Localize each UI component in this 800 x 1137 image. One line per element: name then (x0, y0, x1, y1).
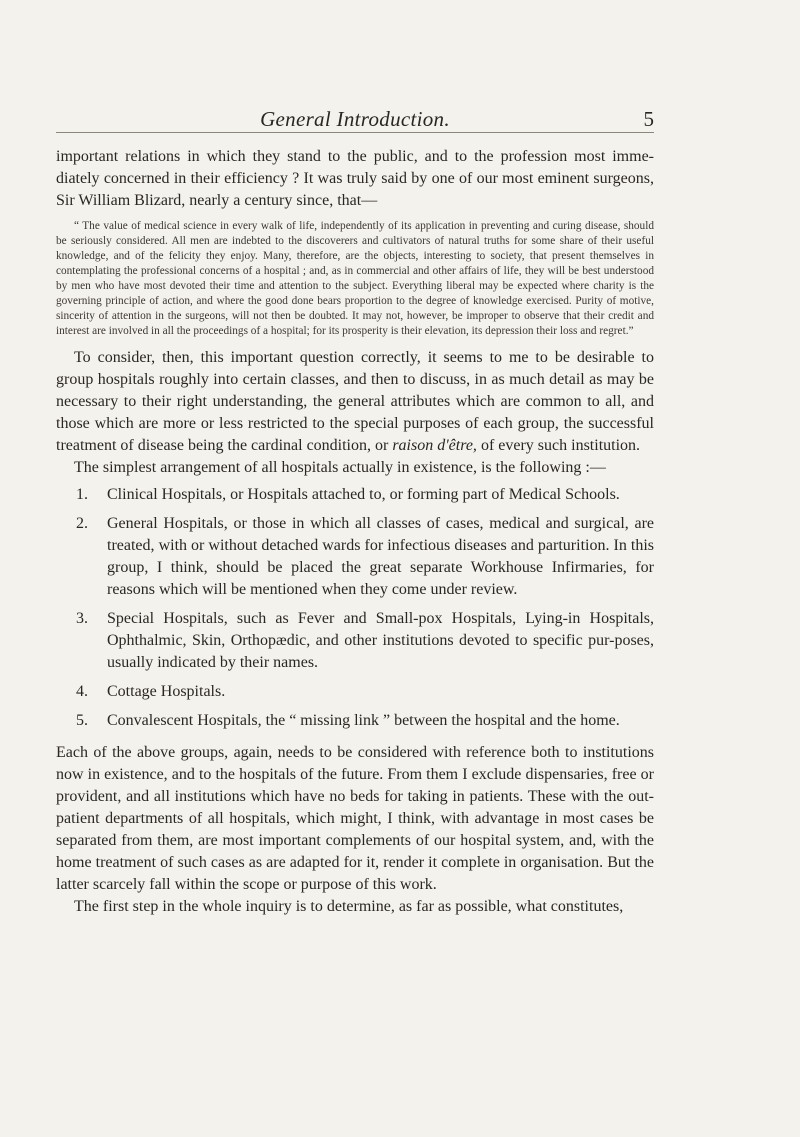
italic-phrase: raison d'être, (392, 437, 477, 454)
paragraph-first-step: The first step in the whole inquiry is to determine, as far as possible, what constitutes, (74, 898, 624, 915)
list-item-text: Clinical Hospitals, or Hospitals attached to, or forming part of Medical Schools. (107, 486, 620, 503)
list-item-number: 4. (76, 683, 88, 700)
list-item-number: 1. (76, 486, 88, 503)
list-item-text: Convalescent Hospitals, the “ missing link ” between the hospital and the home. (107, 712, 620, 729)
blizard-quotation: “ The value of medical science in every walk of life, independently of its application in preventing and curing disease, should be seriously considered. All men are indebted to the discoverers and cultivators of natural truths for some share of their useful knowledge, and of the felicity they enjoy. Many, therefore, are the objects, interesting to society, that present themselves in contemplating the professional concerns of a hospital ; and, as in commercial and other affairs of life, they will be best understood by men who have most devoted their time and attention to the subject. Everything liberal may be expected where charity is the governing principle of action, and where the good done bears proportion to the degree of knowledge exercised. Purity of motive, sincerity of attention in the surgeons, will not then be doubted. It may not, however, be improper to observe that their credit and interest are involved in all the proceedings of a hospital; for its prosperity is their elevation, its depression their loss and regret.” (56, 220, 654, 337)
list-item (56, 681, 654, 703)
paragraph-groups: Each of the above groups, again, needs to be considered with reference both to institutions now in existence, and to the hospitals of the future. From them I exclude dispensaries, free or provident, and all institutions which have no beds for taking in patients. These with the out-patient departments of all hospitals, which might, I think, with advantage in most cases be separated from them, are most important complements of our hospital system, and, with the home treatment of such cases as are adapted for it, render it complete in organisation. But the latter scarcely fall within the scope or purpose of this work. (56, 744, 654, 893)
list-item (56, 710, 654, 732)
list-item (56, 608, 654, 674)
paragraph-arrangement: The simplest arrangement of all hospitals actually in existence, is the following :— (74, 459, 606, 476)
list-item (56, 513, 654, 601)
hospital-groups-list (56, 484, 654, 732)
list-item-text: General Hospitals, or those in which all classes of cases, medical and surgical, are treated, with or without detached wards for infectious diseases and parturition. In this group, I think, should be placed the great separate Workhouse Infirmaries, for reasons which will be mentioned when they come under review. (107, 515, 654, 598)
list-item-number: 3. (76, 610, 88, 627)
list-item-text: Cottage Hospitals. (107, 683, 226, 700)
body-text (56, 146, 654, 918)
paragraph-classification-end: of every such institution. (476, 437, 641, 454)
page-number: 5 (643, 107, 654, 131)
paragraph-intro: important relations in which they stand to the public, and to the profession most imme-diately concerned in their efficiency ? It was truly said by one of our most eminent surgeons, Sir William Blizard, nearly a century since, that— (56, 148, 654, 209)
list-item-number: 5. (76, 712, 88, 729)
list-item-number: 2. (76, 515, 88, 532)
paragraph-classification (56, 347, 654, 457)
paragraph-classification-text: To consider, then, this important question correctly, it seems to me to be desirable to group hospitals roughly into certain classes, and then to discuss, in as much detail as may be necessary to their right understanding, the general attributes which are common to all, and those which are more or less restricted to the special purposes of each group, the successful treatment of disease being the cardinal condition, or (56, 349, 654, 454)
list-item (56, 484, 654, 506)
running-title: General Introduction. (260, 107, 450, 131)
header-rule (56, 132, 654, 133)
list-item-text: Special Hospitals, such as Fever and Small-pox Hospitals, Lying-in Hospitals, Ophthalmic, Skin, Orthopædic, and other institutions devoted to specific pur-poses, usually indicated by their names. (107, 610, 654, 671)
